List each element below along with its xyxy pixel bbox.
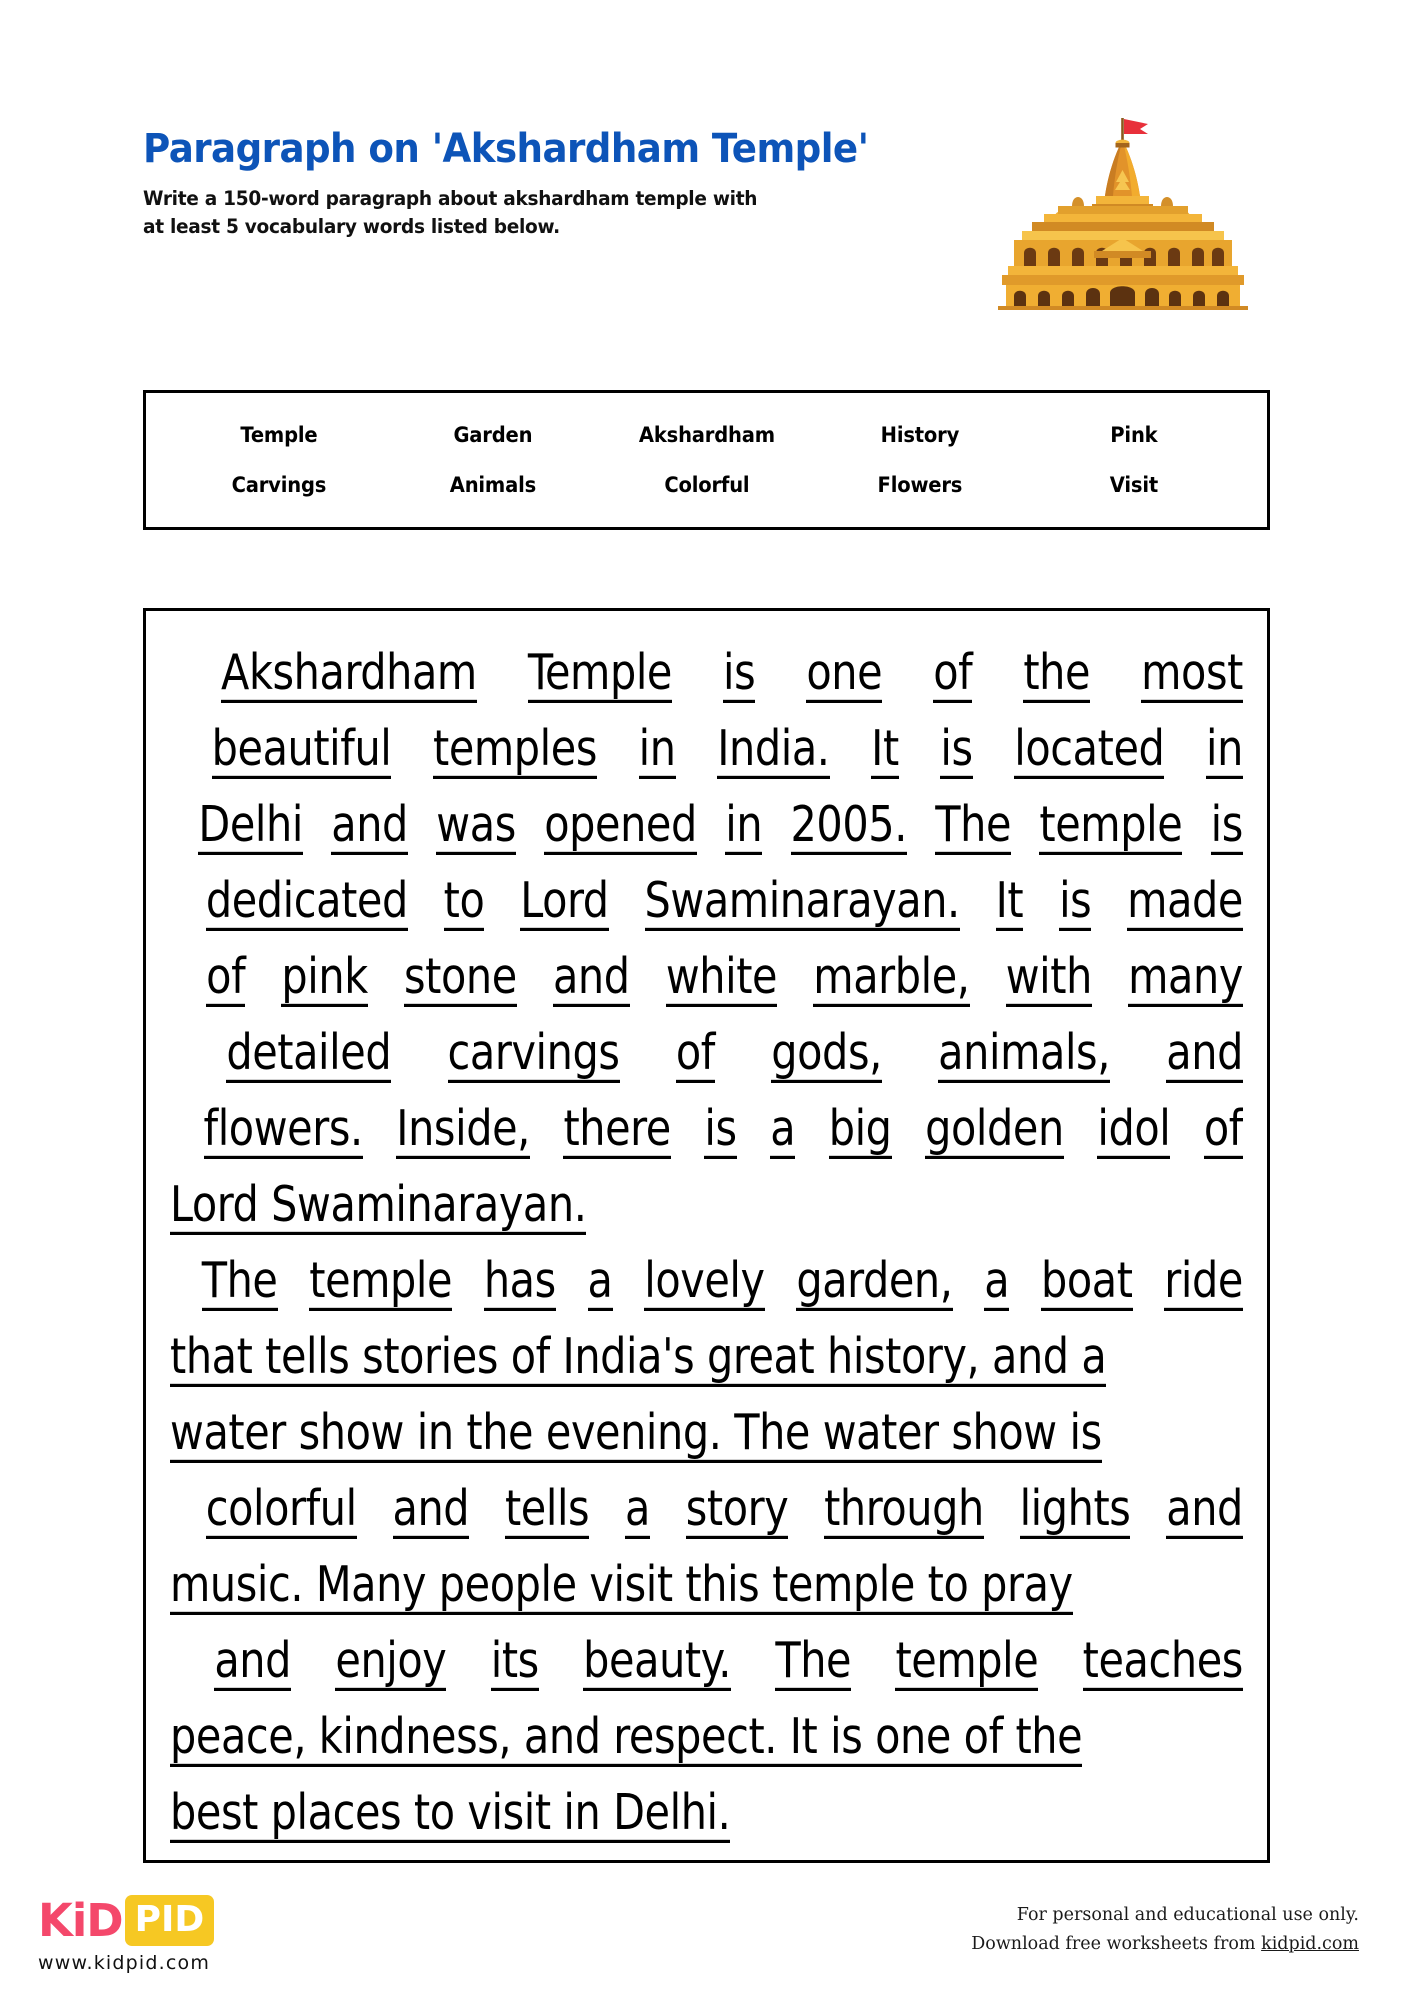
vocabulary-row-1 [172, 423, 1241, 447]
answer-line-segment: gods, [771, 1028, 882, 1083]
answer-line-segment: tells [505, 1484, 589, 1539]
answer-line-segment: It [996, 876, 1024, 931]
answer-line-segment: big [829, 1104, 892, 1159]
instruction-line-1: Write a 150-word paragraph about akshardham temple with [143, 187, 758, 211]
vocabulary-word: Flowers [877, 473, 963, 497]
answer-line-segment: Temple [528, 648, 672, 703]
answer-line-segment: of [206, 952, 245, 1007]
answer-line-segment: stone [404, 952, 517, 1007]
temple-icon [998, 110, 1248, 310]
answer-line-segment: Delhi [198, 800, 303, 855]
answer-line-segment: and [1166, 1028, 1243, 1083]
header-text-block [143, 128, 933, 241]
answer-line [170, 1159, 1243, 1235]
answer-line-segment: story [686, 1484, 789, 1539]
answer-line [170, 703, 1243, 779]
answer-line-segment: carvings [448, 1028, 620, 1083]
vocabulary-word: Visit [1109, 473, 1159, 497]
answer-line [170, 1387, 1243, 1463]
answer-line-segment: a [984, 1256, 1009, 1311]
answer-line-segment: with [1006, 952, 1092, 1007]
answer-line-segment: is [940, 724, 972, 779]
answer-line-segment: of [933, 648, 972, 703]
answer-line-segment: Lord Swaminarayan. [170, 1180, 586, 1235]
kidpid-link[interactable]: kidpid.com [1261, 1933, 1359, 1954]
vocabulary-word: Akshardham [638, 423, 775, 447]
answer-line-segment: temple [309, 1256, 452, 1311]
answer-line-segment: and [1166, 1484, 1243, 1539]
answer-line-segment: idol [1097, 1104, 1170, 1159]
answer-line-segment: golden [925, 1104, 1064, 1159]
answer-line-segment: to [444, 876, 485, 931]
instruction-line-2: at least 5 vocabulary words listed below. [143, 214, 560, 238]
answer-line-segment: The [775, 1636, 851, 1691]
answer-line [170, 1539, 1243, 1615]
answer-line-segment: is [723, 648, 755, 703]
answer-line [170, 1007, 1243, 1083]
answer-line-segment: a [770, 1104, 795, 1159]
answer-line-segment: temples [433, 724, 597, 779]
answer-line-segment: made [1127, 876, 1243, 931]
answer-line [170, 855, 1243, 931]
vocabulary-word: Carvings [231, 473, 327, 497]
answer-line-segment: and [553, 952, 630, 1007]
instructions [143, 185, 903, 240]
usage-notice-line-1: For personal and educational use only. [1016, 1905, 1359, 1925]
answer-line-segment: located [1014, 724, 1164, 779]
vocabulary-word: History [881, 423, 960, 447]
answer-line-segment: one [806, 648, 882, 703]
answer-line-segment: in [725, 800, 762, 855]
answer-line-segment: dedicated [206, 876, 408, 931]
answer-line-segment: has [484, 1256, 556, 1311]
answer-line-segment: The [935, 800, 1011, 855]
answer-line-segment: is [1059, 876, 1091, 931]
answer-line-segment: is [1211, 800, 1243, 855]
answer-line-segment: enjoy [335, 1636, 446, 1691]
answer-line-segment: white [666, 952, 777, 1007]
website-url: www.kidpid.com [38, 1952, 211, 1974]
answer-text [170, 627, 1243, 1843]
answer-line-segment: temple [895, 1636, 1038, 1691]
answer-line-segment: that tells stories of India's great history, and a [170, 1332, 1106, 1387]
answer-line [170, 1235, 1243, 1311]
answer-line-segment: peace, kindness, and respect. It is one of the [170, 1712, 1082, 1767]
answer-line-segment: and [214, 1636, 291, 1691]
page-title: Paragraph on 'Akshardham Temple' [143, 126, 869, 172]
answer-line-segment: best places to visit in Delhi. [170, 1788, 730, 1843]
answer-line-segment: Swaminarayan. [645, 876, 960, 931]
answer-line-segment: Inside, [396, 1104, 530, 1159]
answer-line-segment: of [676, 1028, 715, 1083]
answer-line-segment: water show in the evening. The water show is [170, 1408, 1102, 1463]
answer-line [170, 931, 1243, 1007]
vocabulary-word: Garden [453, 423, 533, 447]
answer-line-segment: teaches [1083, 1636, 1243, 1691]
answer-line-segment: marble, [813, 952, 969, 1007]
answer-line-segment: The [202, 1256, 278, 1311]
vocabulary-word: Temple [240, 423, 318, 447]
answer-line-segment: in [639, 724, 676, 779]
answer-line-segment: garden, [796, 1256, 952, 1311]
answer-box[interactable] [143, 608, 1270, 1863]
answer-line-segment: there [563, 1104, 670, 1159]
answer-line-segment: a [625, 1484, 650, 1539]
answer-line-segment: opened [544, 800, 697, 855]
answer-line [170, 1767, 1243, 1843]
answer-line [170, 779, 1243, 855]
answer-line-segment: and [393, 1484, 470, 1539]
vocabulary-word: Animals [449, 473, 536, 497]
page-footer [0, 1895, 1414, 2000]
answer-line [170, 1691, 1243, 1767]
answer-line-segment: ride [1164, 1256, 1243, 1311]
answer-line-segment: music. Many people visit this temple to pray [170, 1560, 1073, 1615]
answer-line-segment: detailed [226, 1028, 391, 1083]
answer-line-segment: a [588, 1256, 613, 1311]
logo-kid-text: KiD [38, 1893, 123, 1947]
usage-notice [971, 1901, 1359, 1959]
answer-line-segment: lovely [644, 1256, 764, 1311]
answer-line-segment: India. [717, 724, 829, 779]
download-prefix: Download free worksheets from [971, 1933, 1262, 1954]
worksheet-header [143, 128, 1270, 328]
answer-line-segment: is [704, 1104, 736, 1159]
answer-line [170, 1083, 1243, 1159]
answer-line-segment: beautiful [212, 724, 392, 779]
answer-line-segment: through [824, 1484, 984, 1539]
answer-line-segment: Akshardham [221, 648, 477, 703]
logo-pid-badge: PID [125, 1895, 215, 1946]
answer-line [170, 1311, 1243, 1387]
answer-line-segment: and [331, 800, 408, 855]
answer-line-segment: boat [1041, 1256, 1133, 1311]
answer-line [170, 1463, 1243, 1539]
answer-line-segment: colorful [206, 1484, 357, 1539]
answer-line-segment: Lord [520, 876, 608, 931]
answer-line-segment: the [1023, 648, 1090, 703]
answer-line-segment: of [1204, 1104, 1243, 1159]
answer-line-segment: temple [1039, 800, 1182, 855]
logo-mark [38, 1895, 214, 1945]
answer-line-segment: beauty. [583, 1636, 731, 1691]
answer-line [170, 1615, 1243, 1691]
vocabulary-box [143, 390, 1270, 530]
answer-line-segment: in [1206, 724, 1243, 779]
answer-line-segment: its [491, 1636, 539, 1691]
answer-line-segment: pink [281, 952, 367, 1007]
vocabulary-row-2 [172, 473, 1241, 497]
answer-line-segment: most [1141, 648, 1243, 703]
answer-line-segment: was [436, 800, 516, 855]
kidpid-logo[interactable] [38, 1895, 214, 1974]
answer-line-segment: It [871, 724, 899, 779]
answer-line-segment: lights [1020, 1484, 1131, 1539]
vocabulary-word: Pink [1110, 423, 1158, 447]
answer-line-segment: flowers. [204, 1104, 363, 1159]
answer-line [170, 627, 1243, 703]
usage-notice-line-2 [971, 1930, 1359, 1959]
answer-line-segment: animals, [938, 1028, 1110, 1083]
answer-line-segment: many [1128, 952, 1243, 1007]
vocabulary-word: Colorful [663, 473, 750, 497]
answer-line-segment: 2005. [791, 800, 907, 855]
